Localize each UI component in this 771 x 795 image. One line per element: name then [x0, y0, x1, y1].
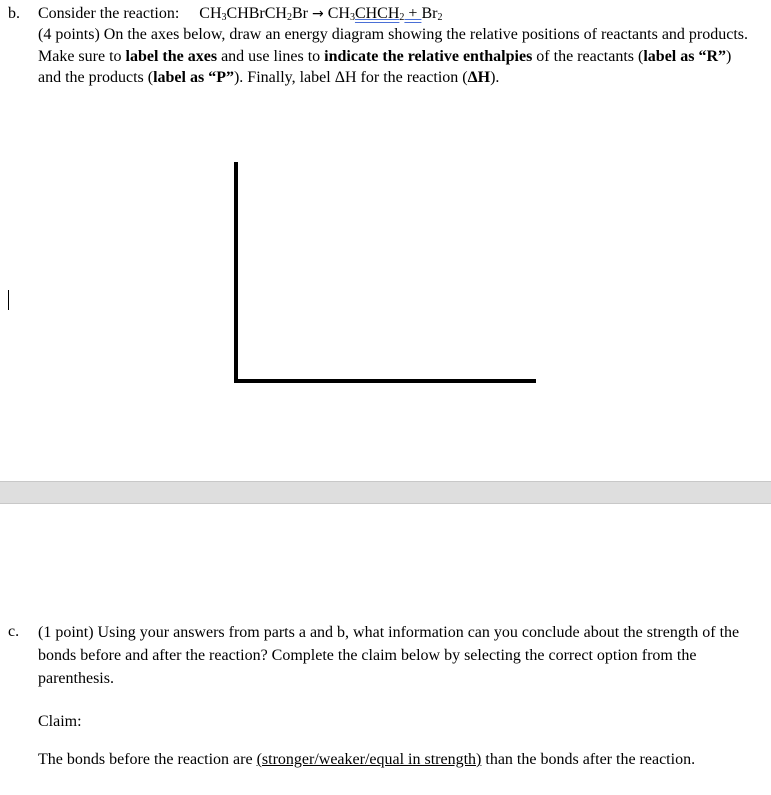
claim-prefix: The bonds before the reaction are: [38, 751, 257, 768]
instr-text-4: ) and the products (: [38, 47, 732, 86]
part-b-block: [38, 3, 758, 89]
instr-bold-enthalpies: indicate the relative enthalpies: [324, 47, 533, 65]
claim-suffix: than the bonds after the reaction.: [481, 751, 696, 768]
claim-options[interactable]: (stronger/weaker/equal in strength): [256, 751, 482, 768]
instr-bold-label-p: label as “P”: [153, 69, 234, 86]
part-b-instructions: [38, 24, 758, 89]
page-break-gap: [0, 481, 771, 504]
product-plus: +: [404, 5, 422, 22]
part-c-marker: c.: [8, 623, 20, 640]
instr-text-1: (4 points) On the axes below, draw an energy diagram showing the relative positions of reactants and products. Make sure to: [38, 26, 749, 65]
reaction-arrow: →: [311, 6, 324, 22]
reaction-prompt: Consider the reaction:: [38, 5, 180, 22]
instr-text-6: ).: [490, 69, 500, 86]
product-marked: [355, 5, 421, 22]
text-cursor: [8, 290, 9, 310]
instr-bold-delta-h: ΔH: [467, 69, 491, 86]
part-c-question: (1 point) Using your answers from parts a and b, what information can you conclude about the strength of the bonds before and after the reaction? Complete the claim below by selecting the correct option from the parenthesis.: [38, 624, 740, 687]
part-b-marker: b.: [8, 5, 20, 22]
reaction-equation: [199, 5, 442, 22]
instr-text-5: ). Finally, label ΔH for the reaction (: [233, 69, 468, 86]
product-part-b: CHCH: [354, 5, 400, 22]
reaction-line: [38, 3, 758, 24]
product-part-c: Br: [421, 5, 438, 22]
product-sub-b: 2: [399, 12, 405, 23]
reactant-part-a: CH: [199, 5, 222, 22]
claim-heading: Claim:: [38, 713, 82, 730]
reactant-sub-b: 2: [286, 12, 292, 23]
instr-text-2: and use lines to: [217, 47, 325, 65]
part-c-block: [38, 621, 758, 690]
product-sub-c: 2: [437, 12, 443, 23]
claim-statement: [38, 748, 758, 771]
energy-diagram-axes[interactable]: [232, 162, 538, 384]
reactant-sub-a: 3: [221, 12, 227, 23]
product-sub-a: 3: [349, 12, 355, 23]
product-part-a: CH: [327, 5, 350, 22]
instr-text-3: of the reactants (: [532, 47, 644, 65]
instr-bold-label-axes: label the axes: [125, 47, 218, 65]
instr-bold-label-r: label as “R”: [643, 47, 727, 65]
reactant-part-c: Br: [291, 5, 308, 22]
reactant-part-b: CHBrCH: [226, 5, 287, 22]
